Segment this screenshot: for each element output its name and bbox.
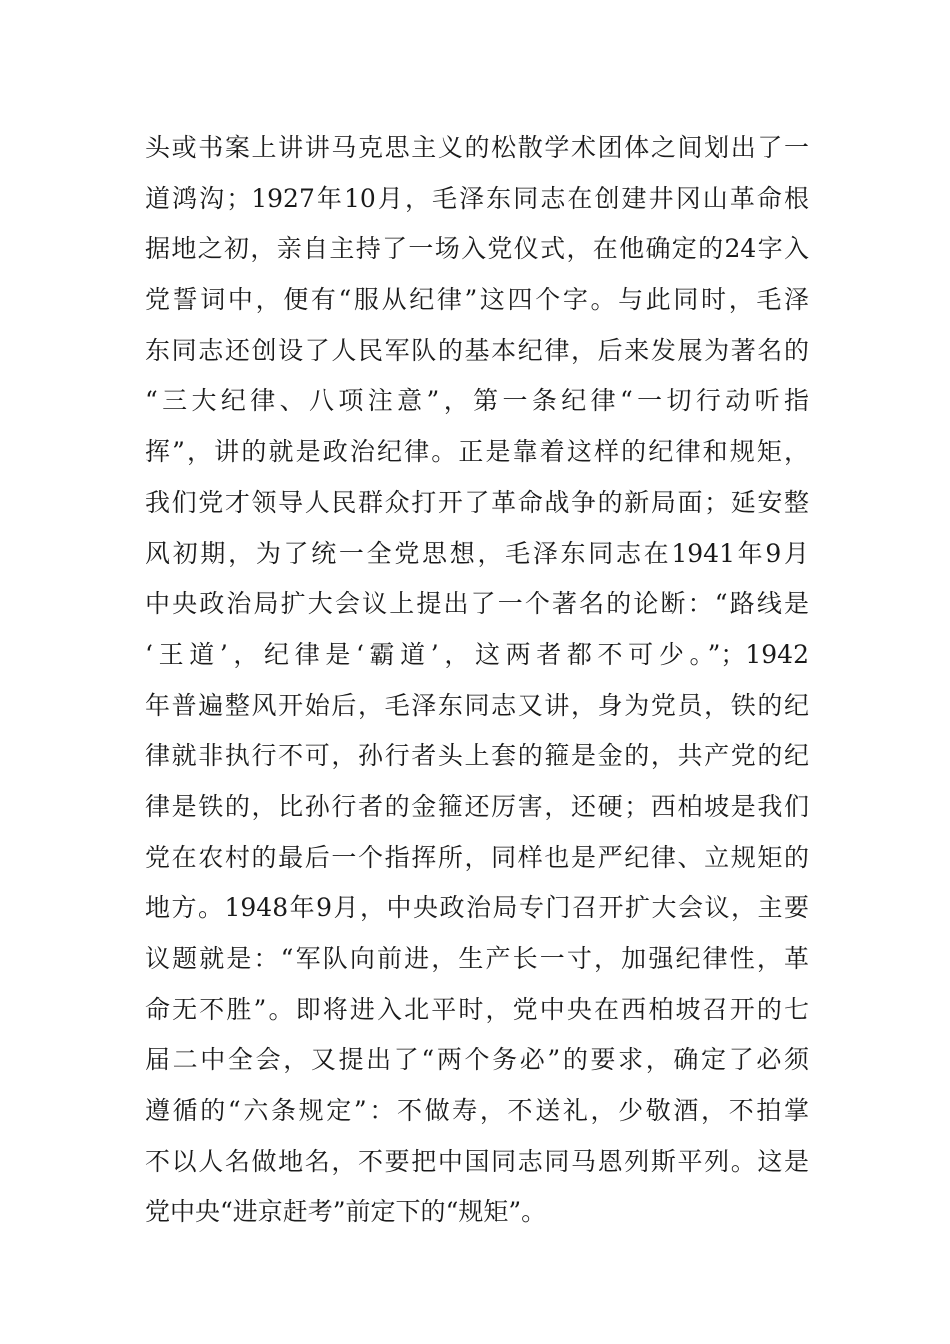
text-line: 不以人名做地名，不要把中国同志同马恩列斯平列。这是 xyxy=(145,1146,809,1176)
text-line: 党在农村的最后一个指挥所，同样也是严纪律、立规矩的 xyxy=(145,842,809,872)
text-line: 头或书案上讲讲马克思主义的松散学术团体之间划出了一 xyxy=(145,133,809,162)
text-line: 律是铁的，比孙行者的金箍还厉害，还硬；西柏坡是我们 xyxy=(145,791,809,821)
text-line: 届二中全会，又提出了“两个务必”的要求，确定了必须 xyxy=(145,1045,809,1075)
text-line-last: 党中央“进京赶考”前定下的“规矩”。 xyxy=(145,1197,547,1227)
text-line: 年普遍整风开始后，毛泽东同志又讲，身为党员，铁的纪 xyxy=(145,690,809,720)
text-line: 风初期，为了统一全党思想，毛泽东同志在1941年9月 xyxy=(145,538,809,568)
text-line: 遵循的“六条规定”：不做寿，不送礼，少敬酒，不拍掌 xyxy=(145,1096,809,1126)
text-line: 挥”，讲的就是政治纪律。正是靠着这样的纪律和规矩， xyxy=(145,437,809,467)
text-line: 地方。1948年9月，中央政治局专门召开扩大会议，主要 xyxy=(145,893,809,923)
text-line: 党誓词中，便有“服从纪律”这四个字。与此同时，毛泽 xyxy=(145,285,809,315)
text-line: 东同志还创设了人民军队的基本纪律，后来发展为著名的 xyxy=(145,335,809,365)
text-line: 议题就是：“军队向前进，生产长一寸，加强纪律性，革 xyxy=(145,944,809,973)
text-line: ‘王道’，纪律是‘霸道’，这两者都不可少。”；1942 xyxy=(145,639,809,669)
text-line: “三大纪律、八项注意”，第一条纪律“一切行动听指 xyxy=(145,386,809,416)
text-line: 我们党才领导人民群众打开了革命战争的新局面；延安整 xyxy=(145,487,809,517)
text-line: 律就非执行不可，孙行者头上套的箍是金的，共产党的纪 xyxy=(145,741,809,771)
text-line: 命无不胜”。即将进入北平时，党中央在西柏坡召开的七 xyxy=(145,994,809,1024)
text-line: 中央政治局扩大会议上提出了一个著名的论断：“路线是 xyxy=(145,589,809,619)
text-line: 据地之初，亲自主持了一场入党仪式，在他确定的24字入 xyxy=(145,234,809,264)
body-paragraph xyxy=(145,123,809,1238)
text-line: 道鸿沟；1927年10月，毛泽东同志在创建井冈山革命根 xyxy=(145,183,809,213)
